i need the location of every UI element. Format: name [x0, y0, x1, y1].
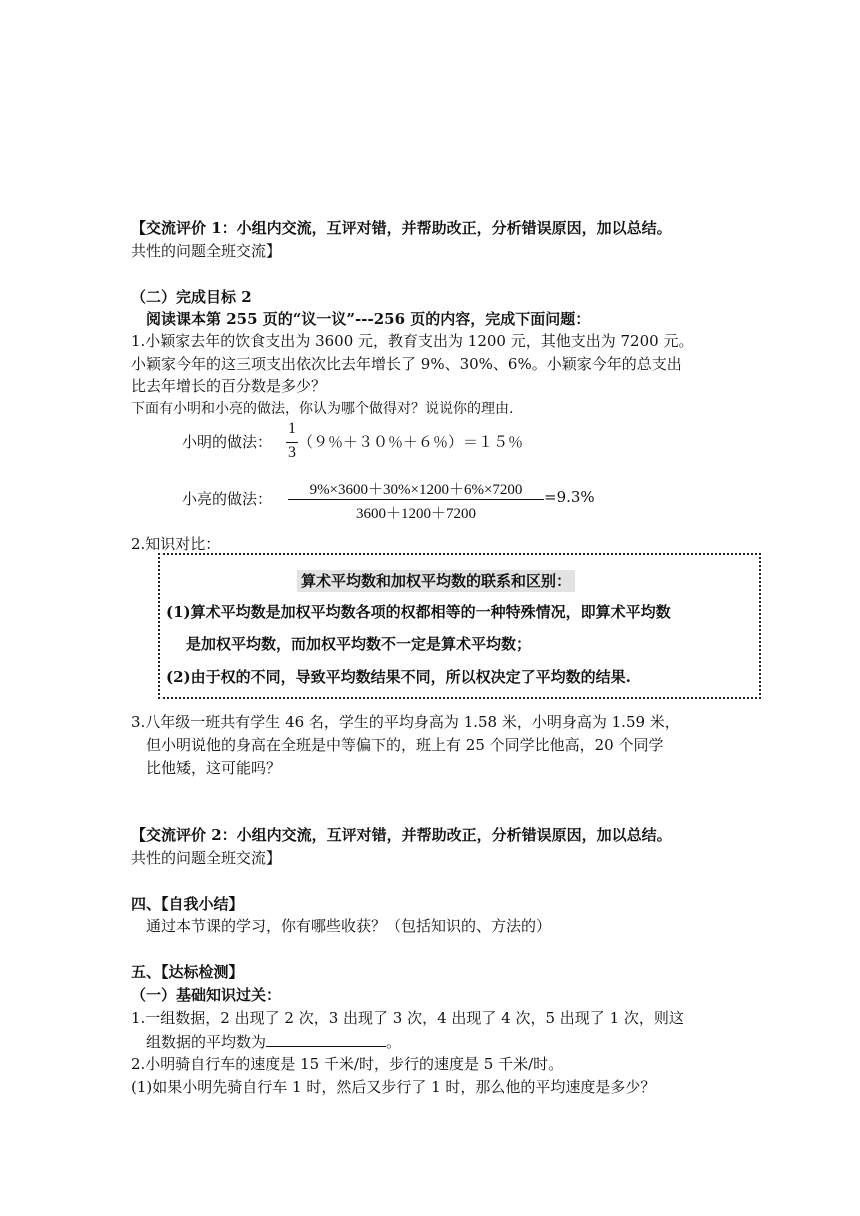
comparison-line1: (1)算术平均数是加权平均数各项的权都相等的一种特殊情况，即算术平均数	[166, 603, 671, 621]
comparison-line3: (2)由于权的不同，导致平均数结果不同，所以权决定了平均数的结果.	[166, 668, 631, 686]
xiaoliang-numerator: 9%×3600＋30%×1200＋6%×7200	[309, 482, 523, 498]
answer-blank[interactable]	[266, 1030, 386, 1047]
test-heading: 五、【达标检测】	[131, 963, 244, 981]
xiaoming-label: 小明的做法：	[182, 433, 273, 451]
xiaoliang-denominator: 3600＋1200＋7200	[355, 506, 476, 522]
test-q2-1: (1)如果小明先骑自行车 1 时，然后又步行了 1 时，那么他的平均速度是多少？	[131, 1078, 656, 1096]
xiaoming-frac-bar	[286, 442, 298, 443]
q1-line3: 比去年增长的百分数是多少？	[131, 377, 327, 395]
eval1-line1: 【交流评价 1：小组内交流，互评对错，并帮助改正，分析错误原因，加以总结。	[131, 219, 672, 237]
q2-heading: 2.知识对比：	[131, 535, 221, 553]
xiaoliang-label: 小亮的做法：	[182, 490, 273, 508]
xiaoming-rest: （９％＋３０％＋６％）＝１５％	[298, 433, 524, 451]
summary-heading: 四、【自我小结】	[131, 895, 244, 913]
test-q1-line1: 1.一组数据，2 出现了 2 次，3 出现了 3 次，4 出现了 4 次，5 出现了 1 次，则这	[131, 1009, 684, 1027]
eval1-line2: 共性的问题全班交流】	[131, 242, 282, 260]
test-q2: 2.小明骑自行车的速度是 15 千米/时，步行的速度是 5 千米/时。	[131, 1055, 564, 1073]
test-q1-line2: 组数据的平均数为 。	[146, 1030, 401, 1053]
comparison-line2: 是加权平均数，而加权平均数不一定是算术平均数；	[186, 635, 532, 653]
xiaoming-frac-denominator: 3	[288, 444, 296, 461]
q1-line2: 小颖家今年的这三项支出依次比去年增长了 9%、30%、6%。小颖家今年的总支出	[131, 355, 682, 373]
goal2-heading: （二）完成目标 2	[131, 288, 252, 306]
q3-line3: 比他矮，这可能吗？	[146, 759, 282, 777]
q3-line1: 3.八年级一班共有学生 46 名，学生的平均身高为 1.58 米，小明身高为 1.59 米，	[131, 713, 680, 731]
test-subheading: （一）基础知识过关：	[131, 986, 282, 1004]
comparison-box-title: 算术平均数和加权平均数的联系和区别：	[297, 570, 575, 592]
goal2-instruction: 阅读课本第 255 页的“议一议”---256 页的内容，完成下面问题：	[146, 310, 591, 328]
q1-line1: 1.小颖家去年的饮食支出为 3600 元，教育支出为 1200 元，其他支出为 7200 元。	[131, 332, 694, 350]
eval2-line2: 共性的问题全班交流】	[131, 849, 282, 867]
xiaoliang-frac-bar	[288, 499, 544, 500]
xiaoming-frac-numerator: 1	[288, 420, 296, 437]
summary-text: 通过本节课的学习，你有哪些收获？（包括知识的、方法的）	[146, 917, 552, 935]
q3-line2: 但小明说他的身高在全班是中等偏下的，班上有 25 个同学比他高，20 个同学	[146, 736, 664, 754]
eval2-line1: 【交流评价 2：小组内交流，互评对错，并帮助改正，分析错误原因，加以总结。	[131, 826, 672, 844]
q1-prompt: 下面有小明和小亮的做法，你认为哪个做得对？说说你的理由.	[131, 401, 514, 417]
xiaoliang-result: =9.3%	[544, 488, 595, 506]
